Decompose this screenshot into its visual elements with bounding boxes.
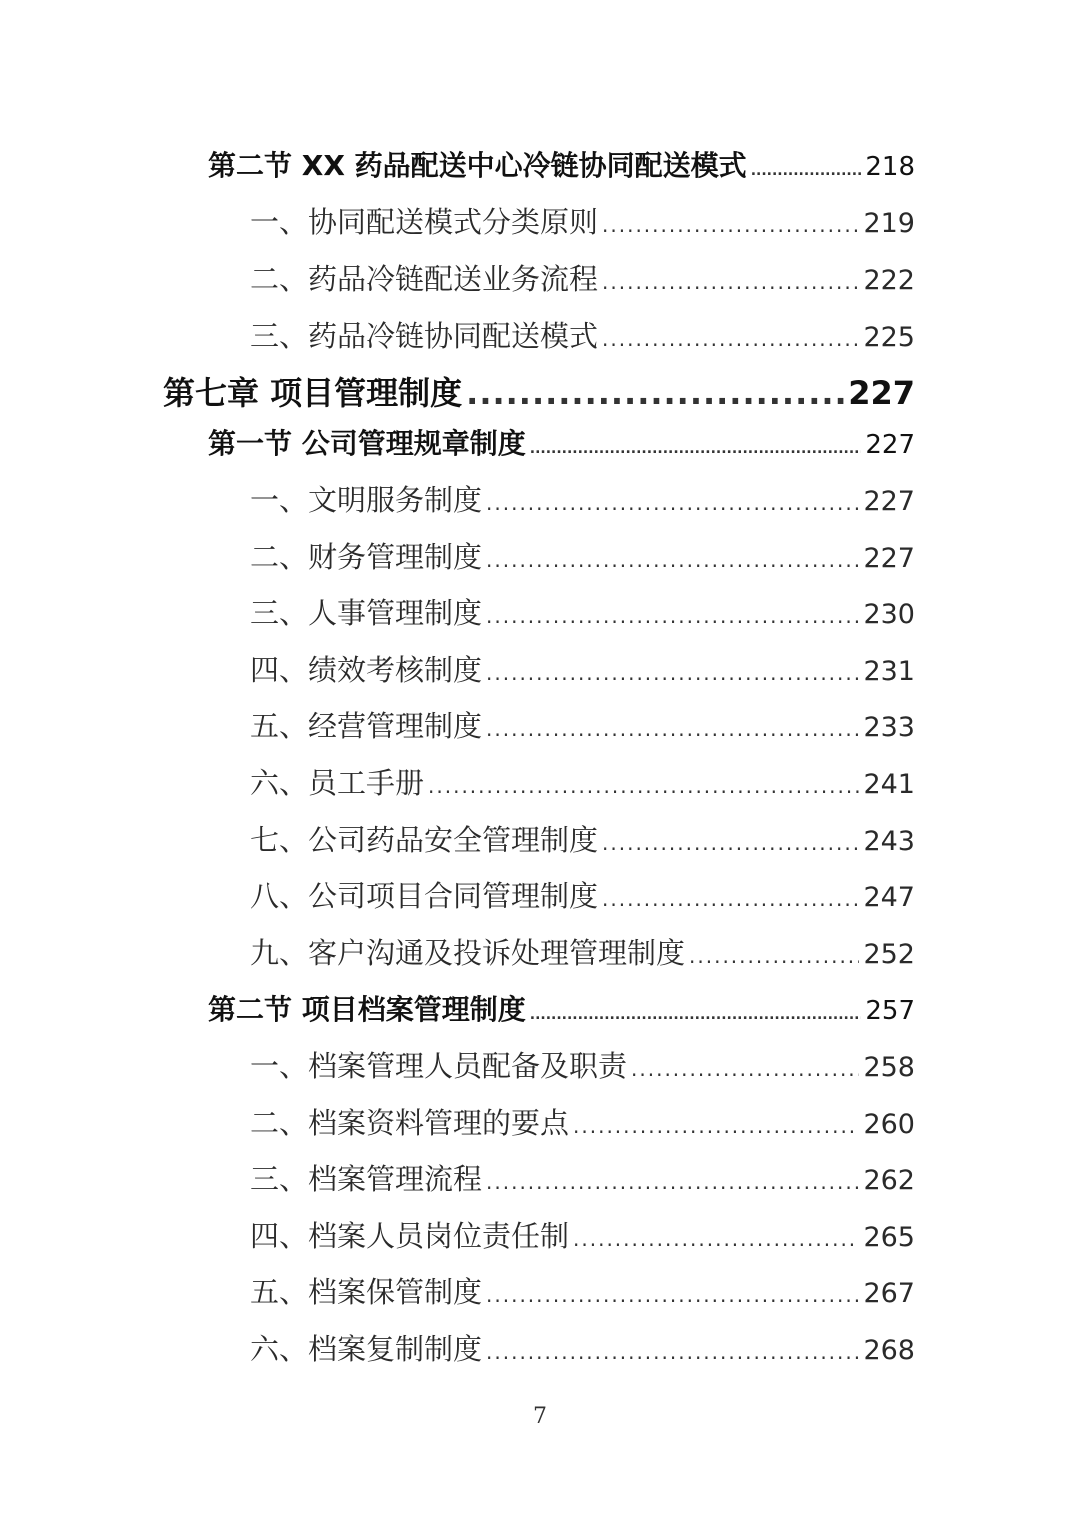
page-number: 7 (533, 1404, 547, 1429)
toc-leader-dots (530, 1007, 862, 1023)
toc-entry-title: 四、档案人员岗位责任制 (250, 1219, 570, 1253)
toc-entry-title: 六、档案复制制度 (250, 1332, 483, 1366)
toc-entry-page: 231 (863, 656, 915, 687)
toc-leader-dots (486, 1283, 859, 1307)
toc-entry-section[interactable] (208, 422, 915, 462)
toc-leader-dots (486, 717, 859, 741)
toc-leader-dots (486, 548, 859, 572)
toc-entry-title: 八、公司项目合同管理制度 (250, 879, 599, 913)
toc-entry-title: 第二节 XX 药品配送中心冷链协同配送模式 (208, 149, 747, 182)
toc-entry-page: 218 (865, 152, 915, 182)
toc-entry-item[interactable] (250, 591, 915, 632)
toc-entry-title: 一、协同配送模式分类原则 (250, 205, 599, 239)
toc-entry-page: 247 (863, 882, 915, 913)
toc-entry-item[interactable] (250, 648, 915, 689)
toc-entry-title: 三、人事管理制度 (250, 596, 483, 630)
toc-entry-item[interactable] (250, 1101, 915, 1142)
toc-entry-page: 267 (863, 1278, 915, 1309)
toc-entry-page: 222 (863, 265, 915, 296)
toc-entry-page: 227 (848, 374, 915, 412)
toc-entry-title: 二、档案资料管理的要点 (250, 1106, 570, 1140)
toc-entry-page: 227 (863, 543, 915, 574)
toc-entry-chapter[interactable] (163, 368, 915, 414)
toc-leader-dots (631, 1057, 859, 1081)
toc-entry-title: 二、财务管理制度 (250, 540, 483, 574)
toc-entry-title: 五、档案保管制度 (250, 1275, 483, 1309)
toc-entry-title: 三、药品冷链协同配送模式 (250, 319, 599, 353)
toc-entry-title: 九、客户沟通及投诉处理管理制度 (250, 936, 686, 970)
toc-entry-page: 260 (863, 1109, 915, 1140)
toc-entry-title: 一、档案管理人员配备及职责 (250, 1049, 628, 1083)
toc-entry-item[interactable] (250, 200, 915, 241)
toc-leader-dots (602, 887, 859, 911)
toc-leader-dots (486, 1340, 859, 1364)
toc-entry-title: 一、文明服务制度 (250, 483, 483, 517)
toc-entry-page: 258 (863, 1052, 915, 1083)
toc-entry-item[interactable] (250, 704, 915, 745)
toc-entry-item[interactable] (250, 1327, 915, 1368)
toc-entry-page: 227 (863, 486, 915, 517)
toc-entry-page: 225 (863, 322, 915, 353)
toc-entry-item[interactable] (250, 535, 915, 576)
toc-entry-page: 233 (863, 712, 915, 743)
toc-leader-dots (602, 270, 859, 294)
toc-entry-section[interactable] (208, 988, 915, 1028)
toc-entry-item[interactable] (250, 314, 915, 355)
toc-leader-dots (602, 831, 859, 855)
toc-entry-page: 241 (863, 769, 915, 800)
toc-entry-item[interactable] (250, 761, 915, 802)
toc-entry-title: 第一节 公司管理规章制度 (208, 427, 526, 460)
toc-entry-title: 六、员工手册 (250, 766, 425, 800)
toc-leader-dots (602, 213, 859, 237)
toc-entry-item[interactable] (250, 478, 915, 519)
toc-entry-item[interactable] (250, 874, 915, 915)
toc-entry-page: 230 (863, 599, 915, 630)
toc-entry-item[interactable] (250, 257, 915, 298)
toc-entry-item[interactable] (250, 1044, 915, 1085)
toc-entry-item[interactable] (250, 1270, 915, 1311)
toc-entry-page: 219 (863, 208, 915, 239)
toc-entry-title: 第七章 项目管理制度 (163, 374, 463, 412)
toc-leader-dots (486, 604, 859, 628)
toc-entry-page: 262 (863, 1165, 915, 1196)
toc-entry-title: 二、药品冷链配送业务流程 (250, 262, 599, 296)
toc-entry-page: 252 (863, 939, 915, 970)
toc-leader-dots (751, 163, 862, 179)
toc-entry-section[interactable] (208, 144, 915, 184)
toc-entry-title: 五、经营管理制度 (250, 709, 483, 743)
toc-leader-dots (530, 441, 862, 457)
toc-leader-dots (486, 1170, 859, 1194)
toc-leader-dots (573, 1227, 859, 1251)
toc-leader-dots (486, 661, 859, 685)
toc-entry-page: 268 (863, 1335, 915, 1366)
toc-entry-title: 四、绩效考核制度 (250, 653, 483, 687)
toc-entry-page: 243 (863, 826, 915, 857)
toc-leader-dots (689, 944, 859, 968)
toc-leader-dots (428, 774, 859, 798)
toc-entry-item[interactable] (250, 1214, 915, 1255)
toc-leader-dots (573, 1114, 859, 1138)
toc-leader-dots (486, 491, 859, 515)
toc-entry-item[interactable] (250, 931, 915, 972)
toc-entry-item[interactable] (250, 1157, 915, 1198)
toc-entry-page: 227 (865, 430, 915, 460)
toc-entry-item[interactable] (250, 818, 915, 859)
toc-entry-title: 七、公司药品安全管理制度 (250, 823, 599, 857)
toc-entry-page: 265 (863, 1222, 915, 1253)
toc-leader-dots (602, 327, 859, 351)
toc-entry-title: 第二节 项目档案管理制度 (208, 993, 526, 1026)
toc-entry-title: 三、档案管理流程 (250, 1162, 483, 1196)
toc-entry-page: 257 (865, 996, 915, 1026)
toc-leader-dots (466, 374, 844, 412)
